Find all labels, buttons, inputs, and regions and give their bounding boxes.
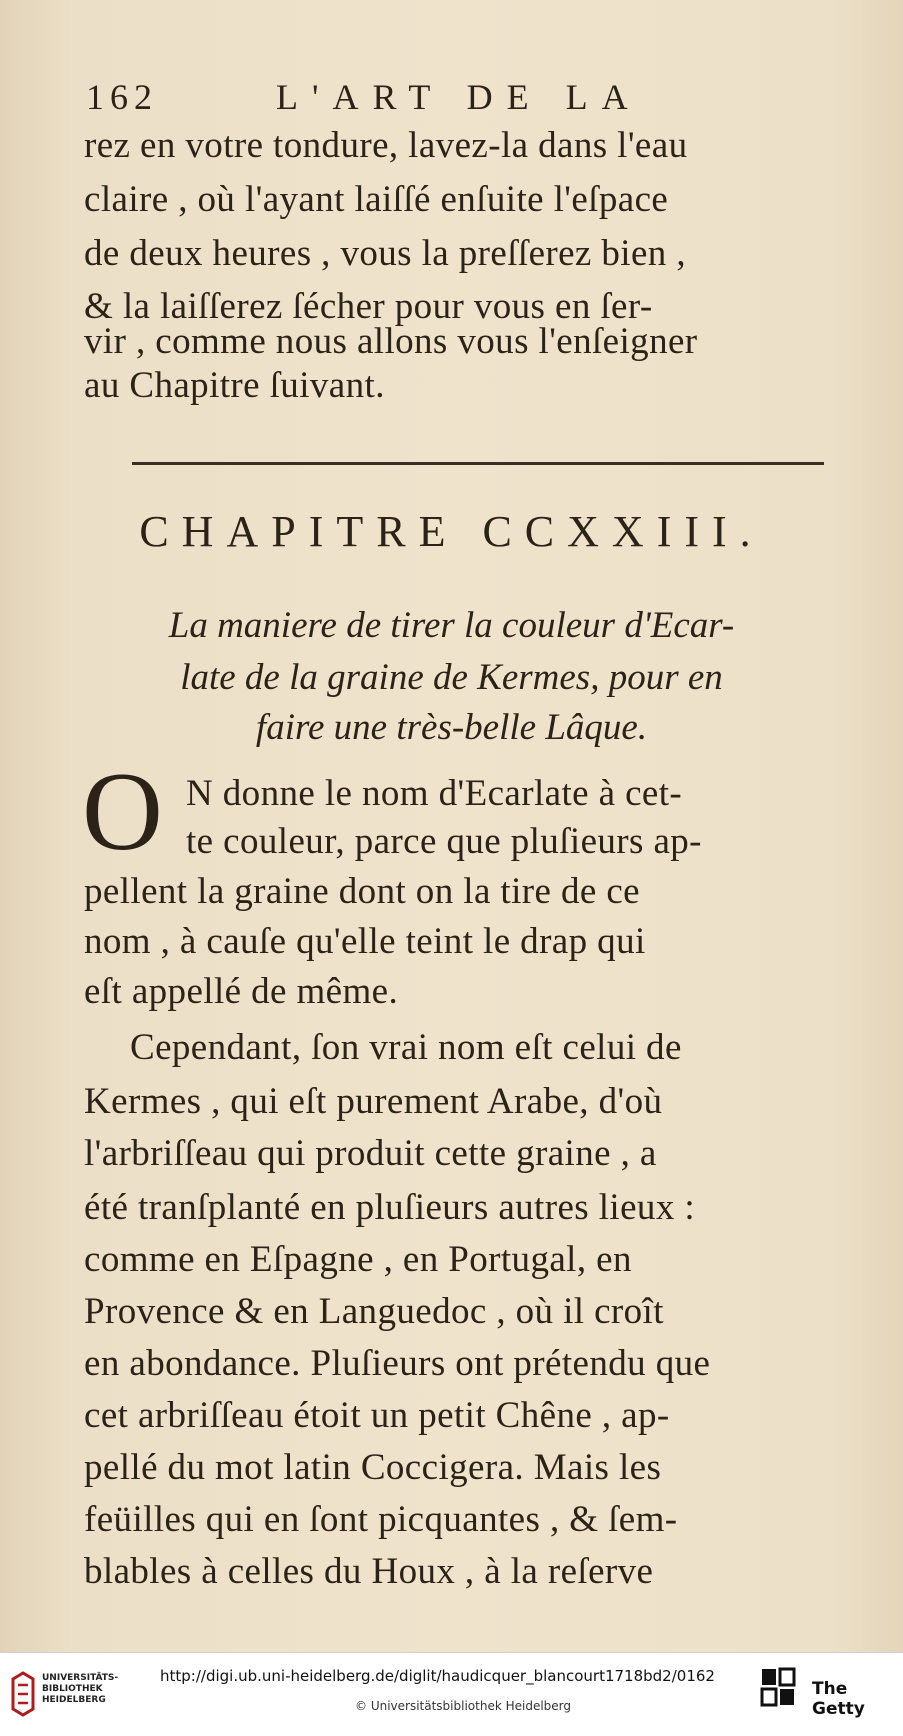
text-line: Cependant, ſon vrai nom eſt celui de — [130, 1027, 682, 1068]
partner-name: The Getty — [812, 1679, 865, 1719]
text-line: comme en Eſpagne , en Portugal, en — [84, 1239, 632, 1280]
text-line: N donne le nom d'Ecarlate à cet- — [186, 773, 683, 814]
chapter-subtitle-line: La maniere de tirer la couleur d'Ecar- — [168, 605, 735, 646]
text-line: & la laiſſerez ſécher pour vous en ſer- — [84, 286, 653, 327]
copyright-notice: © Universitätsbibliothek Heidelberg — [355, 1699, 572, 1713]
text-line: de deux heures , vous la preſſerez bien , — [84, 233, 687, 274]
running-title: L'ART DE LA — [276, 77, 642, 117]
text-line: vir , comme nous allons vous l'enſeigner — [84, 321, 698, 362]
text-line: blables à celles du Houx , à la reſerve — [84, 1551, 654, 1592]
university-library-logo-icon — [10, 1669, 36, 1719]
text-line: rez en votre tondure, lavez-la dans l'eau — [84, 125, 688, 166]
text-line: été tranſplanté en pluſieurs autres lieux : — [84, 1187, 696, 1228]
chapter-subtitle-line: late de la graine de Kermes, pour en — [180, 657, 723, 698]
getty-logo-icon — [760, 1667, 796, 1707]
text-line: pellent la graine dont on la tire de ce — [84, 871, 640, 912]
text-line: au Chapitre ſuivant. — [84, 365, 385, 406]
chapter-title: CHAPITRE CCXXIII. — [139, 507, 764, 556]
text-line: Kermes , qui eſt purement Arabe, d'où — [84, 1081, 663, 1122]
text-line: cet arbriſſeau étoit un petit Chêne , ap- — [84, 1395, 670, 1436]
viewer-footer — [0, 1652, 903, 1736]
chapter-subtitle-line: faire une très-belle Lâque. — [255, 707, 648, 748]
text-line: Provence & en Languedoc , où il croît — [84, 1291, 664, 1332]
text-line: pellé du mot latin Coccigera. Mais les — [84, 1447, 662, 1488]
library-name: UNIVERSITÄTS- BIBLIOTHEK HEIDELBERG — [42, 1673, 119, 1705]
text-line: l'arbriſſeau qui produit cette graine , a — [84, 1133, 657, 1174]
text-line: te couleur, parce que pluſieurs ap- — [186, 821, 702, 862]
text-line: claire , où l'ayant laiſſé enſuite l'eſpace — [84, 179, 669, 220]
page-number: 162 — [86, 77, 158, 117]
drop-cap: O — [82, 750, 163, 874]
text-line: nom , à cauſe qu'elle teint le drap qui — [84, 921, 646, 962]
text-line: en abondance. Pluſieurs ont prétendu que — [84, 1343, 711, 1384]
permalink-url[interactable]: http://digi.ub.uni-heidelberg.de/diglit/haudicquer_blancourt1718bd2/0162 — [160, 1667, 715, 1685]
text-line: eſt appellé de même. — [84, 971, 399, 1012]
section-divider — [132, 462, 824, 465]
running-head — [86, 76, 846, 120]
text-line: feüilles qui en ſont picquantes , & ſem- — [84, 1499, 678, 1540]
